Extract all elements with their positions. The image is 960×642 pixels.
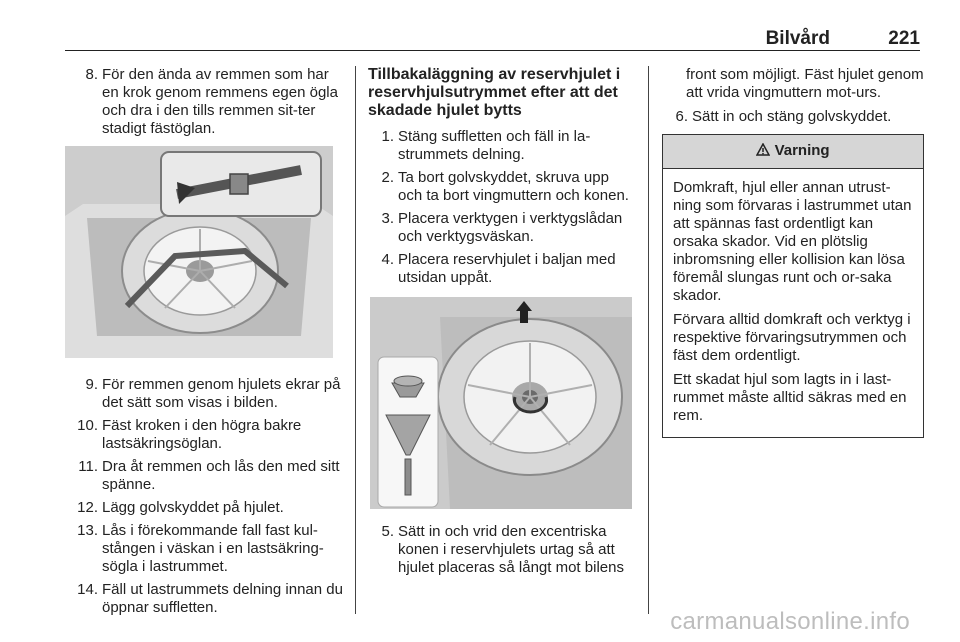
step-number: 14. bbox=[77, 581, 98, 598]
step-item bbox=[72, 499, 344, 517]
column-divider bbox=[355, 66, 356, 614]
spare-wheel-cone-illustration bbox=[370, 297, 632, 509]
column-right bbox=[662, 66, 924, 438]
column-divider bbox=[648, 66, 649, 614]
step-number: 1. bbox=[381, 128, 394, 145]
step-number: 9. bbox=[85, 376, 98, 393]
column-middle bbox=[368, 66, 632, 582]
step-list bbox=[72, 376, 344, 617]
step-item bbox=[368, 169, 632, 205]
step-number: 6. bbox=[675, 108, 688, 125]
figure-strap-spare-wheel bbox=[65, 146, 333, 358]
page-header bbox=[65, 26, 920, 51]
step-item bbox=[72, 522, 344, 576]
step-text: Fäst kroken i den högra bakre lastsäkringsöglan. bbox=[102, 417, 302, 452]
step-text: Placera reservhjulet i baljan med utsidan uppåt. bbox=[398, 251, 616, 286]
warning-title: Varning bbox=[774, 142, 830, 159]
step-list bbox=[368, 523, 632, 577]
step-number: 4. bbox=[381, 251, 394, 268]
step-number: 2. bbox=[381, 169, 394, 186]
step-text: Stäng suffletten och fäll in la-strummets delning. bbox=[398, 128, 591, 163]
step-number: 13. bbox=[77, 522, 98, 539]
step-item bbox=[72, 581, 344, 617]
step-number: 8. bbox=[85, 66, 98, 83]
step-number: 11. bbox=[78, 458, 98, 475]
warning-paragraph: Förvara alltid domkraft och verktyg i respektive förvaringsutrymmen och fäst dem ordentligt. bbox=[673, 311, 911, 364]
step-list bbox=[72, 66, 344, 138]
warning-header bbox=[663, 135, 923, 169]
column-left bbox=[72, 66, 344, 622]
step-number: 12. bbox=[77, 499, 98, 516]
step-item bbox=[368, 210, 632, 246]
warning-triangle-icon bbox=[756, 142, 774, 159]
step-text: Placera verktygen i verktygslådan och verktygsväskan. bbox=[398, 210, 623, 245]
step-item bbox=[72, 458, 344, 494]
step-number: 3. bbox=[381, 210, 394, 227]
figure-spare-wheel-cone bbox=[370, 297, 632, 509]
step-item bbox=[72, 66, 344, 138]
step-item bbox=[72, 417, 344, 453]
step-item bbox=[662, 108, 924, 126]
step-text: Ta bort golvskyddet, skruva upp och ta bort vingmuttern och konen. bbox=[398, 169, 629, 204]
step-number: 5. bbox=[381, 523, 394, 540]
page-number: 221 bbox=[888, 28, 920, 49]
step-text: Lås i förekommande fall fast kul-stången i väskan i en lastsäkring-sögla i lastrummet. bbox=[102, 522, 324, 575]
step-text: För den ända av remmen som har en krok genom remmens egen ögla och dra i den tills remmen sit-ter stadigt fästöglan. bbox=[102, 66, 338, 137]
step-list bbox=[662, 108, 924, 126]
warning-body bbox=[663, 169, 923, 437]
section-heading: Tillbakaläggning av reservhjulet i reservhjulsutrymmet efter att det skadade hjulet bytts bbox=[368, 66, 621, 119]
step-item bbox=[368, 251, 632, 287]
step-item bbox=[368, 128, 632, 164]
step-text: Sätt in och vrid den excentriska konen i reservhjulets urtag så att hjulet placeras så långt mot bilens bbox=[398, 523, 624, 576]
step-list bbox=[368, 128, 632, 287]
watermark: carmanualsonline.info bbox=[670, 608, 910, 635]
warning-paragraph: Domkraft, hjul eller annan utrust-ning som förvaras i lastrummet utan att spännas fast ordentligt kan orsaka skador. Vid en plötslig inbromsning eller kollision kan lösa föremål slungas runt och or-saka skador. bbox=[673, 179, 912, 304]
step-text: Dra åt remmen och lås den med sitt spänne. bbox=[102, 458, 340, 493]
step-item bbox=[72, 376, 344, 412]
step-item bbox=[368, 523, 632, 577]
spare-wheel-strap-illustration bbox=[65, 146, 333, 358]
warning-paragraph: Ett skadat hjul som lagts in i last-rummet måste alltid säkras med en rem. bbox=[673, 371, 907, 424]
step-continuation: front som möjligt. Fäst hjulet genom att vrida vingmuttern mot-urs. bbox=[686, 66, 924, 101]
step-text: Lägg golvskyddet på hjulet. bbox=[102, 499, 284, 516]
step-number: 10. bbox=[77, 417, 98, 434]
warning-box bbox=[662, 134, 924, 438]
step-text: För remmen genom hjulets ekrar på det sätt som visas i bilden. bbox=[102, 376, 341, 411]
step-text: Fäll ut lastrummets delning innan du öppnar suffletten. bbox=[102, 581, 343, 616]
step-text: Sätt in och stäng golvskyddet. bbox=[692, 108, 892, 125]
section-title: Bilvård bbox=[765, 28, 830, 49]
